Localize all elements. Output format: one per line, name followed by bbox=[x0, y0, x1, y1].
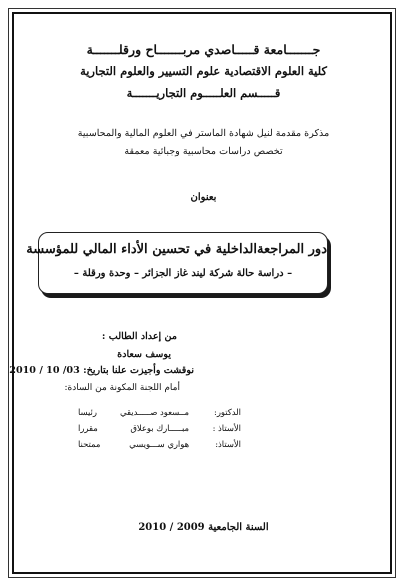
student-name: يوسف سعادة bbox=[117, 349, 171, 360]
thesis-title: دور المراجعةالداخلية في تحسين الأداء المالي للمؤسسة bbox=[26, 242, 327, 257]
jury-role: مقررا bbox=[78, 423, 98, 433]
jury-role: رئيسا bbox=[78, 407, 97, 417]
committee-label: أمام اللجنة المكونة من السادة: bbox=[64, 383, 180, 393]
jury-name: مــسعود صـــــديقي bbox=[120, 407, 189, 417]
jury-name: هواري ســـويسي bbox=[129, 439, 189, 449]
jury-row bbox=[78, 407, 241, 423]
memo-description: مذكرة مقدمة لنيل شهادة الماستر في العلوم المالية والمحاسبية bbox=[77, 128, 330, 139]
jury-row bbox=[78, 423, 241, 439]
jury-name: مبـــــارك بوعلاق bbox=[130, 423, 189, 433]
university-name: جـــــــامعة قـــــاصدي مربـــــــاح ورقلـــــــة bbox=[86, 42, 321, 57]
jury-title: الأستاذ : bbox=[212, 423, 241, 433]
specialization: تخصص دراسات محاسبية وجبائية معمقة bbox=[124, 146, 283, 157]
jury-title: الأستاذ: bbox=[215, 439, 241, 449]
faculty-name: كلية العلوم الاقتصادية علوم التسيير والعلوم التجارية bbox=[80, 64, 327, 78]
academic-year: السنة الجامعية 2009 / 2010 bbox=[138, 522, 269, 533]
defense-date: نوقشت وأجيزت علنا بتاريخ: 03/ 10 / 2010 bbox=[9, 365, 194, 376]
jury-title: الدكتور: bbox=[214, 407, 241, 417]
jury-role: ممتحنا bbox=[78, 439, 101, 449]
thesis-title-box bbox=[26, 232, 328, 294]
jury-row bbox=[78, 439, 241, 455]
department-name: قـــــسم العلـــــوم التجاريـــــــة bbox=[126, 86, 281, 100]
prepared-by-label: من إعداد الطالب : bbox=[101, 331, 177, 342]
thesis-subtitle: – دراسة حالة شركة ليند غاز الجزائر – وحدة ورقلة – bbox=[73, 268, 293, 279]
under-title-label: بعنوان bbox=[190, 192, 217, 203]
